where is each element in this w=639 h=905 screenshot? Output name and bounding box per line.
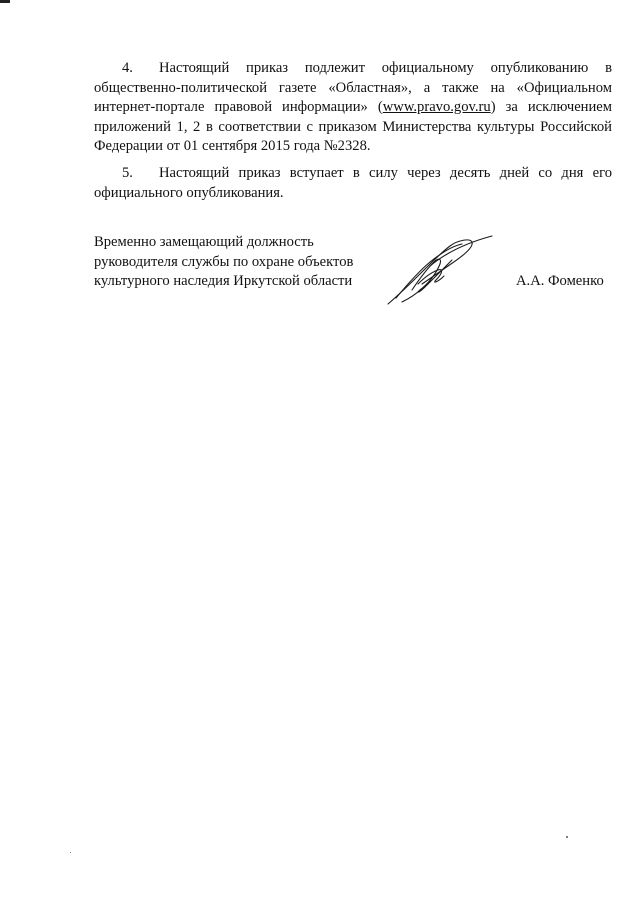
item-4-text-after: ) за исключением приложений 1, 2 в соответствии с приказом Министерства культуры Российской Федерации от 01 сентября 2015 года №2328. bbox=[94, 99, 612, 154]
item-5-number: 5. bbox=[122, 165, 133, 181]
signatory-title bbox=[94, 233, 353, 292]
handwritten-signature bbox=[382, 232, 498, 308]
scan-corner-mark bbox=[0, 0, 10, 3]
signatory-title-line-3: культурного наследия Иркутской области bbox=[94, 273, 353, 289]
paragraph-item-4 bbox=[94, 59, 612, 157]
item-4-text: Настоящий приказ подлежит официальному опубликованию в общественно-политической газете «Областная», а также на «Официальном интернет-портале правовой информации» ( bbox=[94, 60, 612, 115]
scan-speck bbox=[566, 836, 568, 838]
signatory-name: А.А. Фоменко bbox=[516, 273, 604, 289]
pravo-link[interactable]: www.pravo.gov.ru bbox=[382, 99, 491, 115]
item-5-text: Настоящий приказ вступает в силу через десять дней со дня его официального опубликования. bbox=[94, 165, 612, 201]
paragraph-item-5 bbox=[94, 164, 612, 203]
item-4-number: 4. bbox=[122, 60, 133, 76]
scan-speck bbox=[70, 852, 71, 853]
signatory-title-line-2: руководителя службы по охране объектов bbox=[94, 253, 354, 270]
signatory-title-line-1: Временно замещающий должность bbox=[94, 234, 314, 250]
